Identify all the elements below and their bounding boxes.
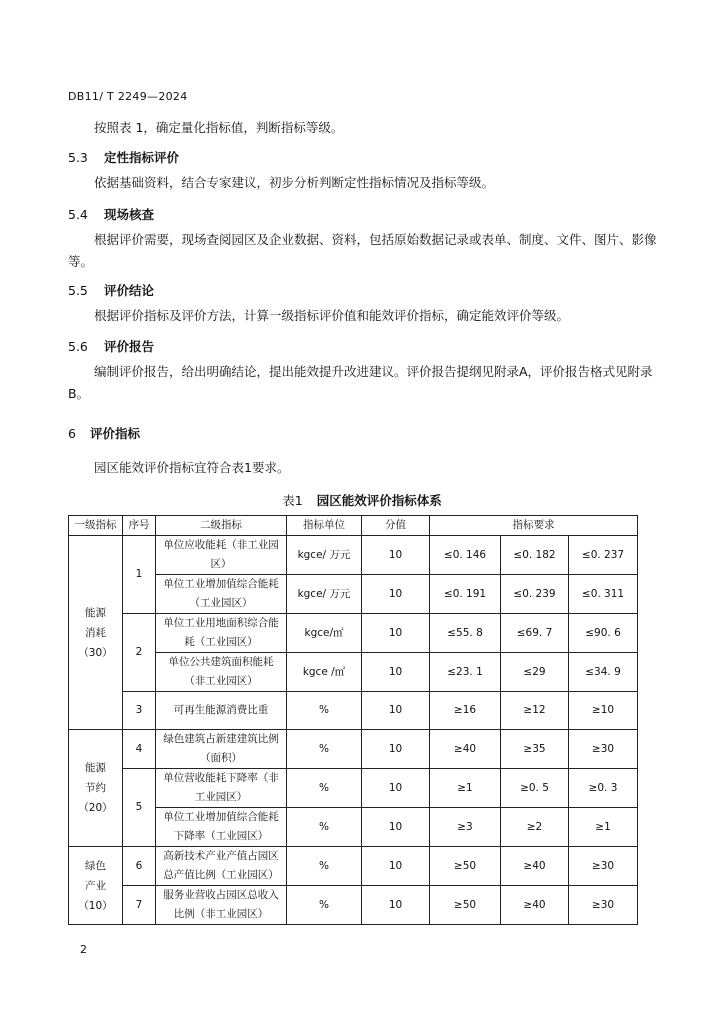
score-cell: 10: [362, 575, 430, 614]
section-number: 5.6: [68, 339, 88, 354]
unit-cell: %: [287, 808, 362, 847]
category-line: 绿色: [85, 859, 106, 872]
seq-cell: 1: [123, 536, 156, 614]
seq-cell: 4: [123, 730, 156, 769]
paragraph-qualitative: 依据基础资料，结合专家建议，初步分析判断定性指标情况及指标等级。: [94, 175, 495, 190]
requirement-cell: ≥50: [430, 847, 501, 886]
requirement-cell: ≥3: [430, 808, 501, 847]
requirement-cell: ≤0. 237: [569, 536, 638, 575]
indicator-name: 单位营收能耗下降率（非工业园区）: [156, 769, 287, 808]
header-cell: 指标要求: [430, 516, 638, 536]
requirement-cell: ≥40: [501, 847, 569, 886]
category-line: 节约: [85, 782, 106, 794]
indicator-name: 单位应收能耗（非工业园区）: [156, 536, 287, 575]
table-header-row: [69, 516, 638, 536]
score-cell: 10: [362, 730, 430, 769]
unit-cell: %: [287, 692, 362, 730]
header-cell: 二级指标: [156, 516, 287, 536]
requirement-cell: ≤23. 1: [430, 653, 501, 692]
paragraph-quantitative: 按照表 1，确定量化指标值，判断指标等级。: [94, 120, 344, 135]
indicator-name: 单位公共建筑面积能耗（非工业园区）: [156, 653, 287, 692]
score-cell: 10: [362, 653, 430, 692]
section-heading-5-6: [68, 337, 154, 355]
category-line: 产业: [85, 879, 106, 892]
requirement-cell: ≤90. 6: [569, 614, 638, 653]
score-cell: 10: [362, 614, 430, 653]
category-line: 能源: [85, 762, 106, 774]
unit-cell: %: [287, 847, 362, 886]
requirement-cell: ≥0. 5: [501, 769, 569, 808]
indicator-table: [68, 515, 638, 925]
table-row: [69, 769, 638, 808]
section-title: 评价报告: [104, 339, 155, 354]
score-cell: 10: [362, 886, 430, 925]
score-cell: 10: [362, 808, 430, 847]
paragraph-indicator-intro: 园区能效评价指标宜符合表1要求。: [94, 460, 290, 475]
unit-cell: kgce/㎡: [287, 614, 362, 653]
category-line: （20）: [78, 802, 113, 814]
unit-cell: %: [287, 730, 362, 769]
header-cell: 序号: [123, 516, 156, 536]
indicator-name: 服务业营收占园区总收入比例（非工业园区）: [156, 886, 287, 925]
paragraph-onsite-check: 根据评价需要，现场查阅园区及企业数据、资料，包括原始数据记录或表单、制度、文件、图片、影像等。: [68, 232, 657, 269]
category-line: 消耗: [85, 626, 106, 639]
unit-cell: kgce/ 万元: [287, 575, 362, 614]
requirement-cell: ≥30: [569, 886, 638, 925]
requirement-cell: ≤0. 311: [569, 575, 638, 614]
section-title: 评价结论: [104, 283, 155, 298]
requirement-cell: ≥16: [430, 692, 501, 730]
requirement-cell: ≤0. 182: [501, 536, 569, 575]
requirement-cell: ≤55. 8: [430, 614, 501, 653]
header-cell: 一级指标: [69, 516, 123, 536]
requirement-cell: ≥12: [501, 692, 569, 730]
score-cell: 10: [362, 536, 430, 575]
seq-cell: 5: [123, 769, 156, 847]
indicator-name: 可再生能源消费比重: [156, 692, 287, 730]
table-row: [69, 614, 638, 653]
indicator-name: 高新技术产业产值占园区总产值比例（工业园区）: [156, 847, 287, 886]
requirement-cell: ≥1: [569, 808, 638, 847]
requirement-cell: ≥35: [501, 730, 569, 769]
requirement-cell: ≥0. 3: [569, 769, 638, 808]
seq-cell: 3: [123, 692, 156, 730]
table-caption: [0, 491, 724, 509]
requirement-cell: ≤0. 146: [430, 536, 501, 575]
category-cell: [69, 847, 123, 925]
category-cell: [69, 730, 123, 847]
requirement-cell: ≤34. 9: [569, 653, 638, 692]
section-number: 5.3: [68, 150, 88, 165]
unit-cell: kgce/ 万元: [287, 536, 362, 575]
section-title: 评价指标: [90, 426, 141, 441]
category-cell: [69, 536, 123, 730]
seq-cell: 6: [123, 847, 156, 886]
requirement-cell: ≤0. 191: [430, 575, 501, 614]
indicator-name: 绿色建筑占新建建筑比例（面积）: [156, 730, 287, 769]
unit-cell: kgce /㎡: [287, 653, 362, 692]
section-heading-5-3: [68, 148, 179, 166]
paragraph-conclusion: 根据评价指标及评价方法，计算一级指标评价值和能效评价指标，确定能效评价等级。: [94, 308, 570, 323]
table-row: [69, 692, 638, 730]
indicator-name: 单位工业增加值综合能耗（工业园区）: [156, 575, 287, 614]
section-title: 现场核查: [104, 207, 155, 222]
table-row: [69, 536, 638, 575]
section-title: 定性指标评价: [104, 150, 180, 165]
score-cell: 10: [362, 692, 430, 730]
requirement-cell: ≥10: [569, 692, 638, 730]
table-row: [69, 730, 638, 769]
table-number: 表1: [282, 493, 303, 508]
section-number: 5.5: [68, 283, 88, 298]
unit-cell: %: [287, 886, 362, 925]
table-row: [69, 886, 638, 925]
category-line: （30）: [78, 646, 113, 659]
seq-cell: 2: [123, 614, 156, 692]
table-row: [69, 847, 638, 886]
score-cell: 10: [362, 847, 430, 886]
requirement-cell: ≤29: [501, 653, 569, 692]
requirement-cell: ≥50: [430, 886, 501, 925]
category-line: 能源: [85, 606, 106, 619]
section-heading-5-4: [68, 205, 154, 223]
indicator-name: 单位工业增加值综合能耗下降率（工业园区）: [156, 808, 287, 847]
seq-cell: 7: [123, 886, 156, 925]
document-code: DB11/ T 2249—2024: [68, 90, 188, 103]
requirement-cell: ≥1: [430, 769, 501, 808]
header-cell: 指标单位: [287, 516, 362, 536]
section-number: 5.4: [68, 207, 88, 222]
requirement-cell: ≤0. 239: [501, 575, 569, 614]
requirement-cell: ≥30: [569, 847, 638, 886]
table-title: 园区能效评价指标体系: [316, 493, 442, 508]
requirement-cell: ≥40: [430, 730, 501, 769]
requirement-cell: ≥40: [501, 886, 569, 925]
indicator-name: 单位工业用地面积综合能耗（工业园区）: [156, 614, 287, 653]
requirement-cell: ≥2: [501, 808, 569, 847]
section-heading-6: [68, 424, 140, 442]
score-cell: 10: [362, 769, 430, 808]
category-line: （10）: [78, 899, 113, 912]
section-heading-5-5: [68, 281, 154, 299]
page-number: 2: [80, 943, 87, 956]
unit-cell: %: [287, 769, 362, 808]
header-cell: 分值: [362, 516, 430, 536]
requirement-cell: ≤69. 7: [501, 614, 569, 653]
paragraph-report: 编制评价报告，给出明确结论，提出能效提升改进建议。评价报告提纲见附录A，评价报告格式见附录B。: [68, 364, 653, 401]
requirement-cell: ≥30: [569, 730, 638, 769]
section-number: 6: [68, 426, 76, 441]
